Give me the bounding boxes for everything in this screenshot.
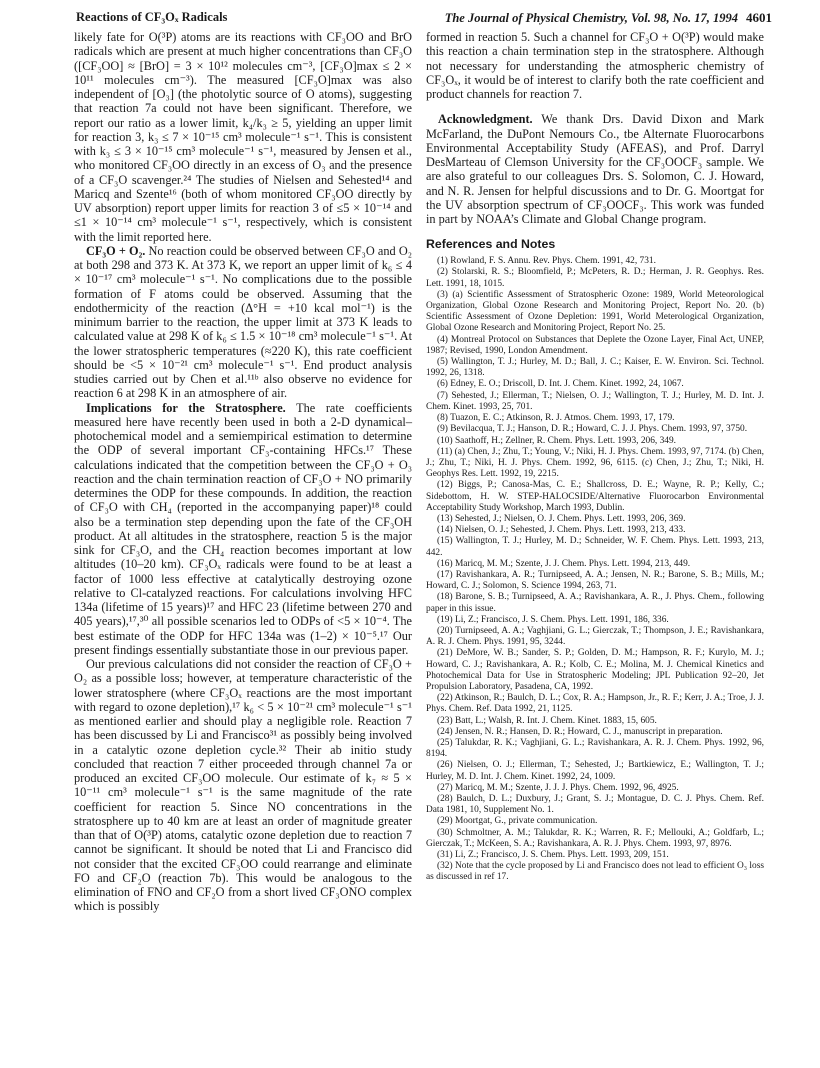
reference-item: (25) Talukdar, R. K.; Vaghjiani, G. L.; Ravishankara, A. R. J. Chem. Phys. 1992, 96, 8194. bbox=[426, 737, 764, 760]
reference-item: (32) Note that the cycle proposed by Li and Francisco does not lead to efficient O₃ loss as discussed in ref 17. bbox=[426, 861, 764, 883]
body-paragraph bbox=[74, 30, 412, 244]
reference-item: (5) Wallington, T. J.; Hurley, M. D.; Ball, J. C.; Kaiser, E. W. Environ. Sci. Technol. 1992, 26, 1318. bbox=[426, 357, 764, 379]
reference-item: (26) Nielsen, O. J.; Ellerman, T.; Sehested, J.; Bartkiewicz, E.; Wallington, T. J.; Hurley, M. D. Int. J. Chem. Kinet. 1992, 24, 1009. bbox=[426, 760, 764, 782]
reference-item: (18) Barone, S. B.; Turnipseed, A. A.; Ravishankara, A. R., J. Phys. Chem., following paper in this issue. bbox=[426, 592, 764, 614]
reference-item: (14) Nielsen, O. J.; Sehested, J. Chem. Phys. Lett. 1993, 213, 433. bbox=[437, 525, 686, 536]
reference-item: (23) Batt, L.; Walsh, R. Int. J. Chem. Kinet. 1883, 15, 605. bbox=[437, 715, 657, 726]
paragraph-text: The rate coefficients measured here have recently been used in both a 2-D dynamical–photochemical model and a semiempirical estimation to determine the ODP of several important CF₃-containing HFCs.¹⁷ These calculations indicated that the competition between the CF₃O + O₃ reaction and the chain termination reaction of CF₃O + NO primarily determines the ODP for these compounds. In addition, the reaction of CF₃O with CH₄ (reported in the accompanying paper)¹⁸ could also be a termination step depending upon the fate of the CF₃OH product. At all altitudes in the stratosphere, reaction 5 is the major sink for CF₃O, and the CH₄ reaction becomes important at low altitudes (10–20 km). CF₃Oₓ radicals were found to be at least a factor of 1000 less effective at catalytically destroying ozone relative to Cl-catalyzed reactions. For calculations involving HFC 134a (lifetime of 15 years)¹⁷ and HFC 23 (lifetime between 270 and 405 years),¹⁷,³⁰ all possible scenarios led to ODPs of <5 × 10⁻⁴. The best estimate of the ODP for HFC 134a was (1–2) × 10⁻⁵.¹⁷ Our present findings essentially substantiate those in our previous paper. bbox=[74, 400, 412, 657]
reference-item: (7) Sehested, J.; Ellerman, T.; Nielsen, O. J.; Wallington, T. J.; Hurley, M. D. Int. J. Chem. Kinet. 1993, 25, 701. bbox=[426, 390, 764, 412]
reference-item: (19) Li, Z.; Francisco, J. S. Chem. Phys. Lett. 1991, 186, 336. bbox=[437, 614, 669, 625]
reference-item: (13) Sehested, J.; Nielsen, O. J. Chem. Phys. Lett. 1993, 206, 369. bbox=[437, 513, 686, 524]
reference-item: (12) Biggs, P.; Canosa-Mas, C. E.; Shallcross, D. E.; Wayne, R. P.; Kelly, C.; Sidebottom, H. W. STEP-HALOCSIDE/Alternative Fluorocarbon Environmental Acceptability Study Workshop, March 1993, Dublin. bbox=[426, 480, 764, 513]
reference-item: (31) Li, Z.; Francisco, J. S. Chem. Phys. Lett. 1993, 209, 151. bbox=[437, 850, 669, 861]
paragraph-text: No reaction could be observed between CF₃O and O₂ at both 298 and 373 K. At 373 K, we report an upper limit of k₆ ≤ 4 × 10⁻¹⁷ cm³ molecule⁻¹ s⁻¹. No complications due to the possible formation of F atoms could be observed. Assuming that the endothermicity of the reaction (Δ°H = +10 kcal mol⁻¹) is the minimum barrier to the reaction, the upper limit at 373 K leads to calculated value at 298 K of k₆ ≤ 1.5 × 10⁻¹⁸ cm³ molecule⁻¹ s⁻¹. At the lower stratospheric temperatures (≈220 K), this rate coefficient should be <5 × 10⁻²¹ cm³ molecule⁻¹ s⁻¹. End product analysis studies carried out by Chen et al.¹¹ᵇ also observe no evidence for reaction 6 at 298 K in an atmosphere of air. bbox=[74, 243, 412, 401]
reference-list bbox=[426, 256, 764, 883]
reference-item: (21) DeMore, W. B.; Sander, S. P.; Golden, D. M.; Hampson, R. F.; Kurylo, M. J.; Howard, C. J.; Ravishankara, A. R.; Kolb, C. E.; Molina, M. J. Chemical Kinetics and Photochemical Data for Use in Stratospheric Modeling; JPL Publication 92–20, Jet Propulsion Laboratory, Pasadena, CA, 1992. bbox=[426, 648, 764, 692]
reference-item: (10) Saathoff, H.; Zellner, R. Chem. Phys. Lett. 1993, 206, 349. bbox=[437, 435, 677, 446]
reference-item: (9) Bevilacqua, T. J.; Hanson, D. R.; Howard, C. J. J. Phys. Chem. 1993, 97, 3750. bbox=[437, 424, 748, 435]
reference-item: (2) Stolarski, R. S.; Bloomfield, P.; McPeters, R. D.; Herman, J. R. Geophys. Res. Lett. 1991, 18, 1015. bbox=[426, 267, 764, 289]
left-column bbox=[74, 30, 412, 914]
reference-item: (27) Maricq, M. M.; Szente, J. J. J. Phys. Chem. 1992, 96, 4925. bbox=[437, 782, 679, 793]
reference-item: (15) Wallington, T. J.; Hurley, M. D.; Schneider, W. F. Chem. Phys. Lett. 1993, 213, 442. bbox=[426, 536, 764, 558]
reference-item: (3) (a) Scientific Assessment of Stratospheric Ozone: 1989, World Meteorological Organization, Global Ozone Research and Monitoring Project, Report No. 20. (b) Scientific Assessment of Ozone Depletion: 1991, World Meterological Organization, Global Ozone Research and Monitoring Project, Report No. 25. bbox=[426, 289, 764, 334]
reference-item: (30) Schmoltner, A. M.; Talukdar, R. K.; Warren, R. F.; Mellouki, A.; Goldfarb, L.; Gierczak, T.; McKeen, S. A.; Ravishankara, A. R. J. Phys. Chem. 1993, 97, 8976. bbox=[426, 827, 764, 849]
paragraph-lead: Implications for the Stratosphere. bbox=[86, 400, 286, 415]
reference-item: (16) Maricq, M. M.; Szente, J. J. Chem. Phys. Lett. 1994, 213, 449. bbox=[437, 558, 691, 569]
reference-item: (24) Jensen, N. R.; Hansen, D. R.; Howard, C. J., manuscript in preparation. bbox=[437, 726, 723, 737]
acknowledgment bbox=[426, 112, 764, 226]
body-paragraph-o2 bbox=[74, 244, 412, 401]
reference-item: (8) Tuazon, E. C.; Atkinson, R. J. Atmos. Chem. 1993, 17, 179. bbox=[437, 413, 675, 424]
reference-item: (1) Rowland, F. S. Annu. Rev. Phys. Chem. 1991, 42, 731. bbox=[437, 256, 656, 267]
body-paragraph-continued: formed in reaction 5. Such a channel for CF₃O + O(³P) would make this reaction a chain termination step in the stratosphere. Although not necessary for understanding the atmospheric chemistry of CF₃Oₓ, it would be of interest to clarify both the rate coefficient and product channels for reaction 7. bbox=[426, 30, 764, 101]
reference-item: (17) Ravishankara, A. R.; Turnipseed, A. A.; Jensen, N. R.; Barone, S. B.; Mills, M.; Howard, C. J.; Solomon, S. Science 1994, 263, 71. bbox=[426, 569, 764, 592]
reference-item: (6) Edney, E. O.; Driscoll, D. Int. J. Chem. Kinet. 1992, 24, 1067. bbox=[437, 379, 684, 390]
reference-item: (4) Montreal Protocol on Substances that Deplete the Ozone Layer, Final Act, UNEP, 1987; Revised, 1990, London Amendment. bbox=[426, 334, 764, 356]
reference-item: (20) Turnipseed, A. A.; Vaghjiani, G. L.; Gierczak, T.; Thompson, J. E.; Ravishankara, A. R. J. Chem. Phys. 1991, 95, 3244. bbox=[426, 625, 764, 648]
body-paragraph-previous bbox=[74, 657, 412, 914]
page-number: 4601 bbox=[746, 10, 772, 25]
references-heading: References and Notes bbox=[426, 237, 556, 252]
journal-citation: The Journal of Physical Chemistry, Vol. 98, No. 17, 1994 bbox=[444, 11, 738, 25]
paragraph-lead: CF₃O + O₂. bbox=[86, 243, 146, 258]
paragraph-text: Our previous calculations did not consider the reaction of CF₃O + O₂ as a possible loss; however, at temperature characteristic of the lower stratosphere (where CF₃Oₓ reactions are the most important with regard to ozone depletion),¹⁷ k₆ < 5 × 10⁻²¹ cm³ molecule⁻¹ s⁻¹ as mentioned earlier and should play a negligible role. Reaction 7 has been discussed by Li and Francisco³¹ as possibly being involved in a catalytic ozone depletion cycle.³² Their ab initio study concluded that reaction 7 either proceeded through channel 7a or produced an excited CF₃OO molecule. Our estimate of k₇ ≈ 5 × 10⁻¹¹ cm³ molecule⁻¹ s⁻¹ is the same magnitude of the rate coefficient for reaction 5. Since NO concentrations in the stratosphere up to 40 km are at least an order of magnitude greater than that of O(³P) atoms, catalytic ozone depletion due to reaction 7 cannot be significant. It should be noted that Li and Francisco did not consider that the excited CF₃OO could rearrange and eliminate FO and CF₂O (reaction 7b). This would be analogous to the elimination of FNO and CF₂O from a short lived CF₃ONO complex which is possibly bbox=[74, 657, 412, 914]
right-column bbox=[426, 30, 764, 884]
body-paragraph-implications bbox=[74, 401, 412, 658]
running-header-title: Reactions of CF₃Oₓ Radicals bbox=[76, 10, 228, 24]
paragraph-text: likely fate for O(³P) atoms are its reactions with CF₃OO and BrO radicals which are present at much higher concentrations than CF₃O ([CF₃OO] ≈ [BrO] = 3 × 10¹² molecules cm⁻³, [CF₃O]max ≤ 2 × 10¹¹ molecules cm⁻³). The measured [CF₃O]max was also independent of [O₃] (the photolytic source of O atoms), suggesting that reaction 7a could not have been significant. Therefore, we report our ratio as a lower limit, k₄/k₃ ≥ 5, yielding an upper limit for reaction 3, k₃ ≤ 7 × 10⁻¹⁵ cm³ molecule⁻¹ s⁻¹. This is consistent with k₃ ≤ 3 × 10⁻¹⁵ cm³ molecule⁻¹ s⁻¹, measured by Jensen et al., who monitored CF₃OO directly in an excess of O₃ and the presence of a CF₃O scavenger.²⁴ The studies of Nielsen and Sehested¹⁴ and Maricq and Szente¹⁶ (both of whom monitored CF₃OO directly by UV absorption) report upper limits for reaction 3 of ≤5 × 10⁻¹⁴ and ≤1 × 10⁻¹⁴ cm³ molecule⁻¹ s⁻¹, respectively, which is consistent with the limit reported here. bbox=[74, 30, 412, 244]
reference-item: (29) Moortgat, G., private communication. bbox=[437, 816, 598, 827]
reference-item: (28) Baulch, D. L.; Duxbury, J.; Grant, S. J.; Montague, D. C. J. Phys. Chem. Ref. Data 1981, 10, Supplement No. 1. bbox=[426, 794, 764, 816]
running-header-journal bbox=[445, 10, 772, 26]
acknowledgment-lead: Acknowledgment. bbox=[438, 112, 533, 127]
reference-item: (22) Atkinson, R.; Baulch, D. L.; Cox, R. A.; Hampson, Jr., R. F.; Kerr, J. A.; Troe, J. J. Phys. Chem. Ref. Data 1992, 21, 1125. bbox=[426, 693, 764, 715]
acknowledgment-text: We thank Drs. David Dixon and Mark McFarland, the DuPont Nemours Co., tbe Alternate Fluorocarbons Environmental Acceptability Study (AFEAS), and Prof. Darryl DesMarteau of Clemson University for the CF₃OOCF₃ sample. We are also grateful to our colleagues Drs. S. Solomon, C. J. Howard, and N. R. Jensen for helpful discussions and to Dr. G. Moortgat for the UV absorption spectrum of CF₃OOCF₃. This work was funded in part by NOAA’s Climate and Global Change program. bbox=[426, 112, 764, 226]
reference-item: (11) (a) Chen, J.; Zhu, T.; Young, V.; Niki, H. J. Phys. Chem. 1993, 97, 7174. (b) Chen, J.; Zhu, T.; Niki, H. J. Phys. Chem. 1992, 96, 6115. (c) Chen, J.; Zhu, T.; Niki, H. Geophys Res. Lett. 1992, 19, 2215. bbox=[426, 446, 764, 480]
